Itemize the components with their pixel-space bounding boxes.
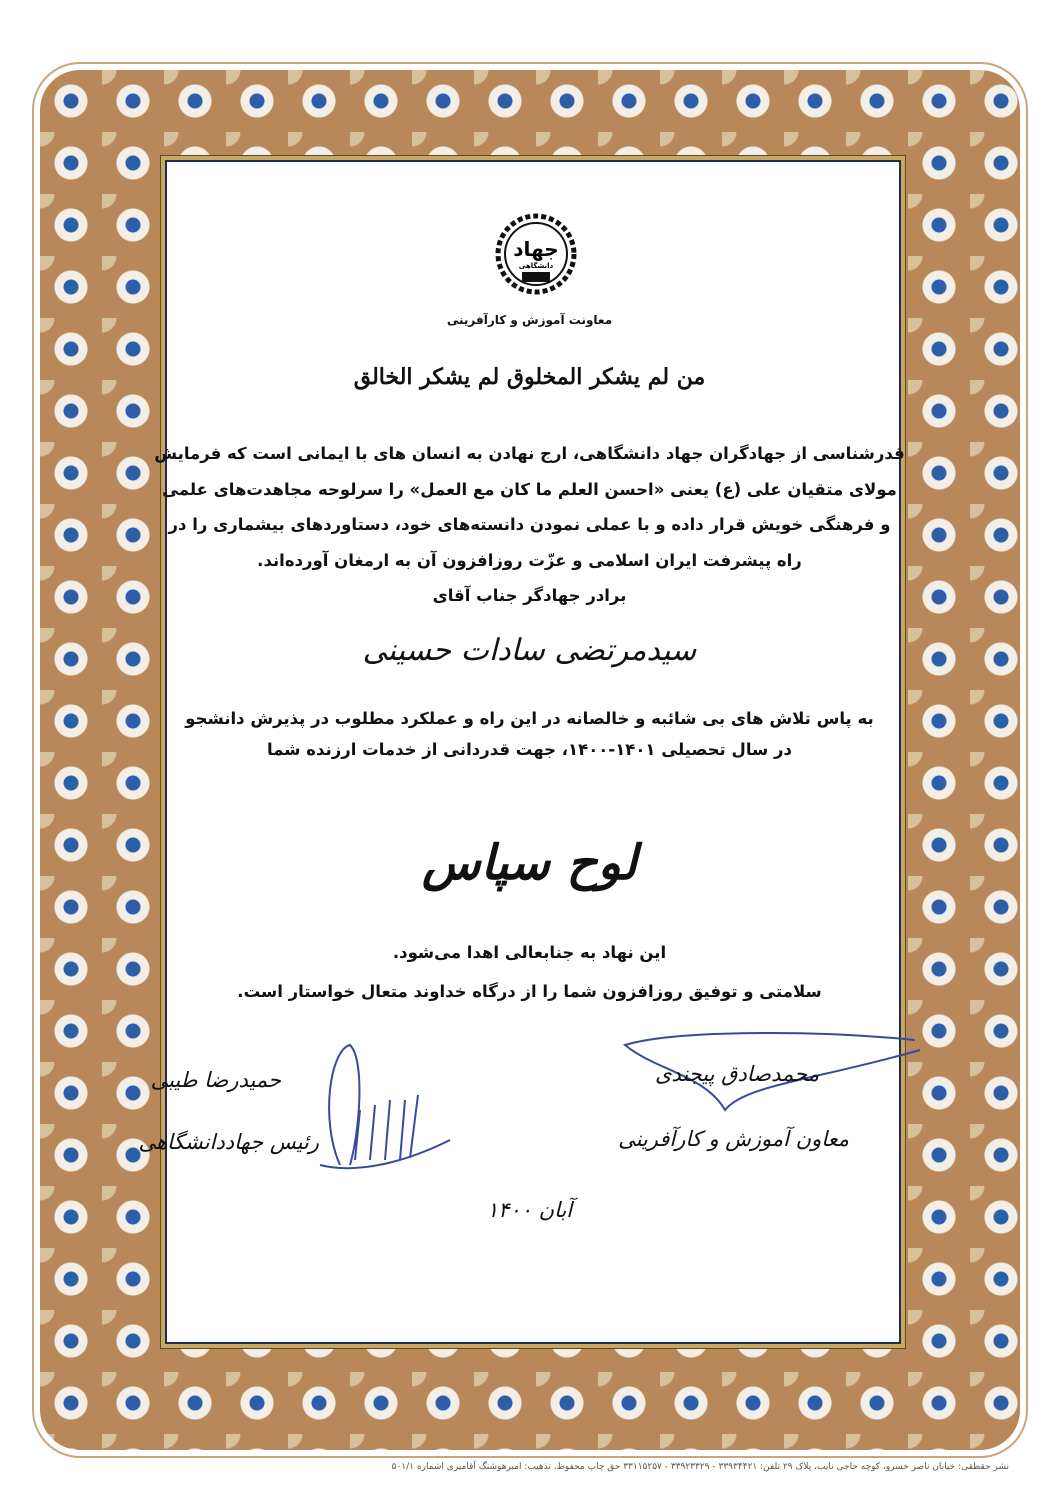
right-signatory-role: معاون آموزش و کارآفرینی [618, 1127, 849, 1151]
body-paragraph [0, 436, 1059, 614]
body-line: به پاس تلاش های بی شائبه و خالصانه در این راه و عملکرد مطلوب در پذیرش دانشجو [185, 709, 874, 728]
body-paragraph-2 [0, 703, 1059, 765]
body-line: راه پیشرفت ایران اسلامی و عزّت روزافزون آن به ارمغان آورده‌اند. [257, 550, 802, 570]
body-line: قدرشناسی از جهادگران جهاد دانشگاهی، ارج نهادن به انسان های با ایمانی است که فرمایش [154, 444, 905, 463]
left-signatory-role: رئیس جهاددانشگاهی [138, 1130, 319, 1154]
department-label: معاونت آموزش و کارآفرینی [446, 313, 613, 327]
printer-footer: نشر حقطقی: خیابان ناصر خسرو، کوچه حاجی نایب، پلاک ۲۹ تلفن: ۳۳۹۳۴۴۲۱ - ۳۳۹۲۳۳۲۹ - ۳۳۱۱۵۲۵۷ حق چاپ محفوظ. تذهیب: امیرهوشنگ آقامیری اشماره ۵۰۱/۱ [391, 1462, 1009, 1472]
logo-text: جهاد [513, 237, 559, 261]
body-line: برادر جهادگر جناب آقای [432, 586, 627, 605]
body-paragraph-3 [0, 933, 1059, 1011]
left-signature-scribble-icon [300, 1040, 460, 1175]
left-signatory-name: حمیدرضا طیبی [150, 1068, 281, 1092]
body-line: در سال تحصیلی ۱۴۰۱-۱۴۰۰، جهت قدردانی از خدمات ارزنده شما [267, 740, 792, 759]
right-signatory-name: محمدصادق پیجندی [654, 1062, 819, 1086]
logo-subtext: دانشگاهی [518, 262, 554, 270]
body-line: و فرهنگی خویش قرار داده و با عملی نمودن دانسته‌های خود، دستاوردهای بیشماری را در [168, 515, 891, 534]
quote: من لم یشکر المخلوق لم یشکر الخالق [353, 364, 706, 390]
recipient-name: سیدمرتضی سادات حسینی [362, 633, 697, 668]
jahad-daneshgahi-logo-icon [494, 212, 578, 296]
body-line: این نهاد به جنابعالی اهدا می‌شود. [392, 943, 667, 962]
issue-date: آبان ۱۴۰۰ [486, 1198, 573, 1222]
body-line: مولای متقیان علی (ع) یعنی «احسن العلم ما کان مع العمل» را سرلوحه مجاهدت‌های علمی [162, 479, 897, 499]
certificate-title: لوح سپاس [421, 835, 638, 891]
body-line: سلامتی و توفیق روزافزون شما را از درگاه خداوند متعال خواستار است. [237, 982, 822, 1001]
